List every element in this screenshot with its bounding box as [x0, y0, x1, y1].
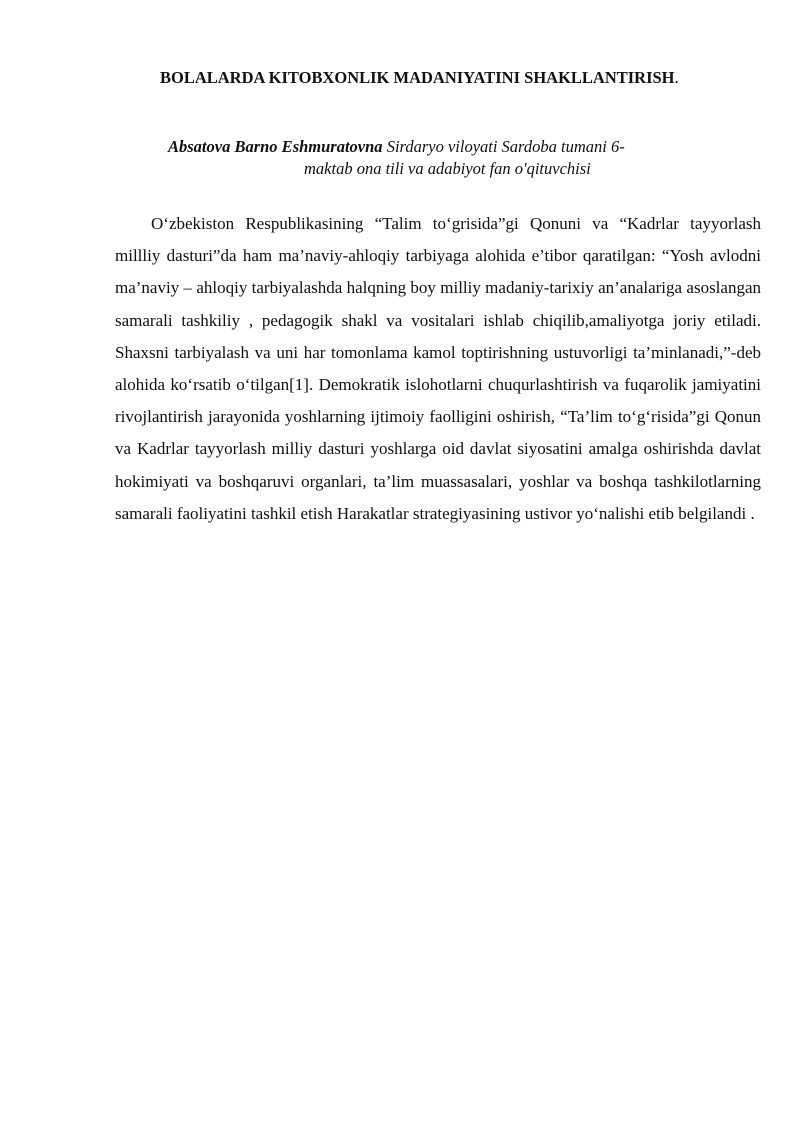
author-affiliation-line-1: Sirdaryo viloyati Sardoba tumani 6-	[386, 137, 625, 156]
body-paragraph: O‘zbekiston Respublikasining “Talim to‘grisida”gi Qonuni va “Kadrlar tayyorlash millliy dasturi”da ham ma’naviy-ahloqiy tarbiyaga alohida e’tibor qaratilgan: “Yosh avlodni ma’naviy – ahloqiy tarbiyalashda halqning boy milliy madaniy-tarixiy an’analariga asoslangan samarali tashkiliy , pedagogik shakl va vositalari ishlab chiqilib,amaliyotga joriy etiladi. Shaxsni tarbiyalash va uni har tomonlama kamol toptirishning ustuvorligi ta’minlanadi,”-deb alohida ko‘rsatib o‘tilgan[1]. Demokratik islohotlarni chuqurlashtirish va fuqarolik jamiyatini rivojlantirish jarayonida yoshlarning ijtimoiy faolligini oshirish, “Ta’lim to‘g‘risida”gi Qonun va Kadrlar tayyorlash milliy dasturi yoshlarga oid davlat siyosatini amalga oshirishda davlat hokimiyati va boshqaruvi organlari, ta’lim muassasalari, yoshlar va boshqa tashkilotlarning samarali faoliyatini tashkil etish Harakatlar strategiyasining ustivor yo‘nalishi etib belgilandi .	[115, 214, 761, 523]
title-period: .	[674, 68, 679, 87]
title-text: BOLALARDA KITOBXONLIK MADANIYATINI SHAKLLANTIRISH	[160, 68, 675, 87]
author-line-1	[168, 136, 728, 158]
author-name: Absatova Barno Eshmuratovna	[168, 137, 383, 156]
author-block	[168, 136, 728, 180]
document-title	[160, 68, 780, 88]
author-affiliation-line-2: maktab ona tili va adabiyot fan o'qituvchisi	[304, 159, 591, 178]
